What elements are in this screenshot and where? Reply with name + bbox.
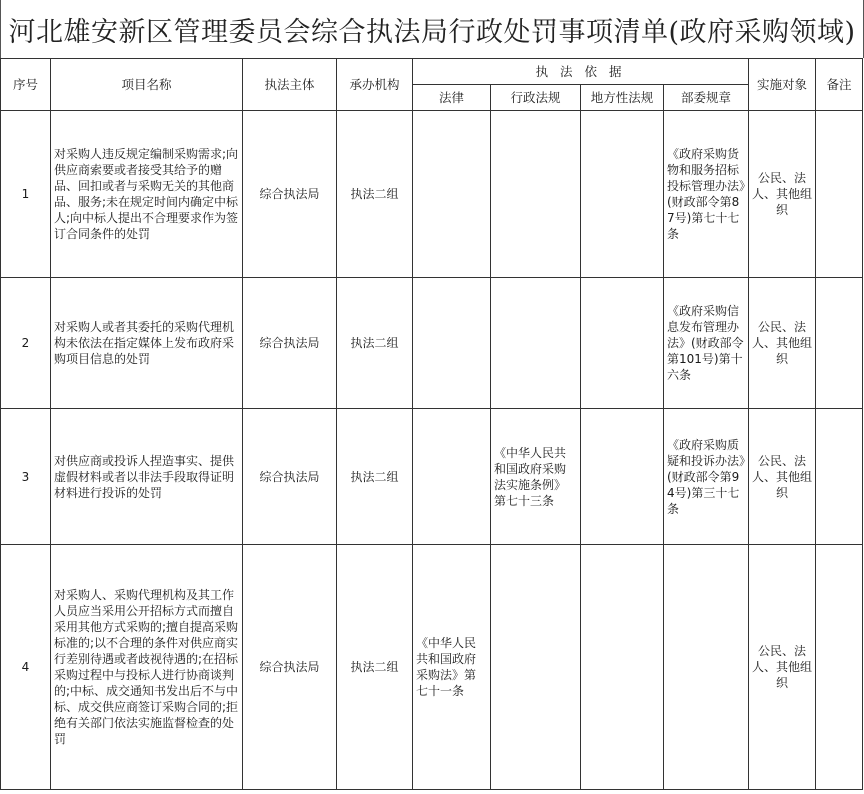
cell-subject: 综合执法局 bbox=[243, 409, 337, 545]
header-local-reg: 地方性法规 bbox=[581, 85, 664, 111]
cell-seq: 1 bbox=[1, 111, 51, 278]
cell-remark bbox=[816, 545, 863, 790]
header-row-top bbox=[1, 59, 863, 85]
cell-item-name: 对采购人、采购代理机构及其工作人员应当采用公开招标方式而擅自采用其他方式采购的;擅自提高采购标准的;以不合理的条件对供应商实行差别待遇或者歧视待遇的;在招标采购过程中与投标人进行协商谈判的;中标、成交通知书发出后不与中标、成交供应商签订采购合同的;拒绝有关部门依法实施监督检查的处罚 bbox=[51, 545, 243, 790]
cell-agency: 执法二组 bbox=[337, 545, 413, 790]
cell-admin-reg bbox=[491, 545, 581, 790]
header-seq: 序号 bbox=[1, 59, 51, 111]
cell-subject: 综合执法局 bbox=[243, 278, 337, 409]
cell-item-name: 对供应商或投诉人捏造事实、提供虚假材料或者以非法手段取得证明材料进行投诉的处罚 bbox=[51, 409, 243, 545]
cell-law bbox=[413, 409, 491, 545]
cell-remark bbox=[816, 409, 863, 545]
header-item-name: 项目名称 bbox=[51, 59, 243, 111]
cell-seq: 2 bbox=[1, 278, 51, 409]
cell-local-reg bbox=[581, 545, 664, 790]
header-law: 法律 bbox=[413, 85, 491, 111]
table-row bbox=[1, 545, 863, 790]
cell-dept-rule: 《政府采购货物和服务招标投标管理办法》(财政部令第87号)第七十七条 bbox=[664, 111, 749, 278]
header-admin-reg: 行政法规 bbox=[491, 85, 581, 111]
cell-local-reg bbox=[581, 111, 664, 278]
header-target: 实施对象 bbox=[749, 59, 816, 111]
cell-subject: 综合执法局 bbox=[243, 111, 337, 278]
cell-remark bbox=[816, 278, 863, 409]
cell-dept-rule bbox=[664, 545, 749, 790]
cell-agency: 执法二组 bbox=[337, 278, 413, 409]
header-enforcement-basis: 执 法 依 据 bbox=[413, 59, 749, 85]
cell-seq: 3 bbox=[1, 409, 51, 545]
header-dept-rule: 部委规章 bbox=[664, 85, 749, 111]
cell-agency: 执法二组 bbox=[337, 409, 413, 545]
cell-subject: 综合执法局 bbox=[243, 545, 337, 790]
cell-law bbox=[413, 111, 491, 278]
cell-dept-rule: 《政府采购质疑和投诉办法》(财政部令第94号)第三十七条 bbox=[664, 409, 749, 545]
cell-seq: 4 bbox=[1, 545, 51, 790]
cell-target: 公民、法人、其他组织 bbox=[749, 111, 816, 278]
table-row bbox=[1, 111, 863, 278]
cell-target: 公民、法人、其他组织 bbox=[749, 409, 816, 545]
cell-item-name: 对采购人违反规定编制采购需求;向供应商索要或者接受其给予的赠品、回扣或者与采购无关的其他商品、服务;未在规定时间内确定中标人;向中标人提出不合理要求作为签订合同条件的处罚 bbox=[51, 111, 243, 278]
header-agency: 承办机构 bbox=[337, 59, 413, 111]
cell-admin-reg bbox=[491, 278, 581, 409]
cell-admin-reg: 《中华人民共和国政府采购法实施条例》第七十三条 bbox=[491, 409, 581, 545]
cell-local-reg bbox=[581, 278, 664, 409]
cell-law: 《中华人民共和国政府采购法》第七十一条 bbox=[413, 545, 491, 790]
cell-target: 公民、法人、其他组织 bbox=[749, 545, 816, 790]
table-row bbox=[1, 278, 863, 409]
cell-local-reg bbox=[581, 409, 664, 545]
table-row bbox=[1, 409, 863, 545]
page-title: 河北雄安新区管理委员会综合执法局行政处罚事项清单(政府采购领域) bbox=[0, 0, 864, 58]
header-subject: 执法主体 bbox=[243, 59, 337, 111]
cell-target: 公民、法人、其他组织 bbox=[749, 278, 816, 409]
cell-law bbox=[413, 278, 491, 409]
cell-agency: 执法二组 bbox=[337, 111, 413, 278]
penalty-table bbox=[0, 58, 863, 790]
cell-item-name: 对采购人或者其委托的采购代理机构未依法在指定媒体上发布政府采购项目信息的处罚 bbox=[51, 278, 243, 409]
cell-remark bbox=[816, 111, 863, 278]
cell-admin-reg bbox=[491, 111, 581, 278]
cell-dept-rule: 《政府采购信息发布管理办法》(财政部令第101号)第十六条 bbox=[664, 278, 749, 409]
header-remark: 备注 bbox=[816, 59, 863, 111]
